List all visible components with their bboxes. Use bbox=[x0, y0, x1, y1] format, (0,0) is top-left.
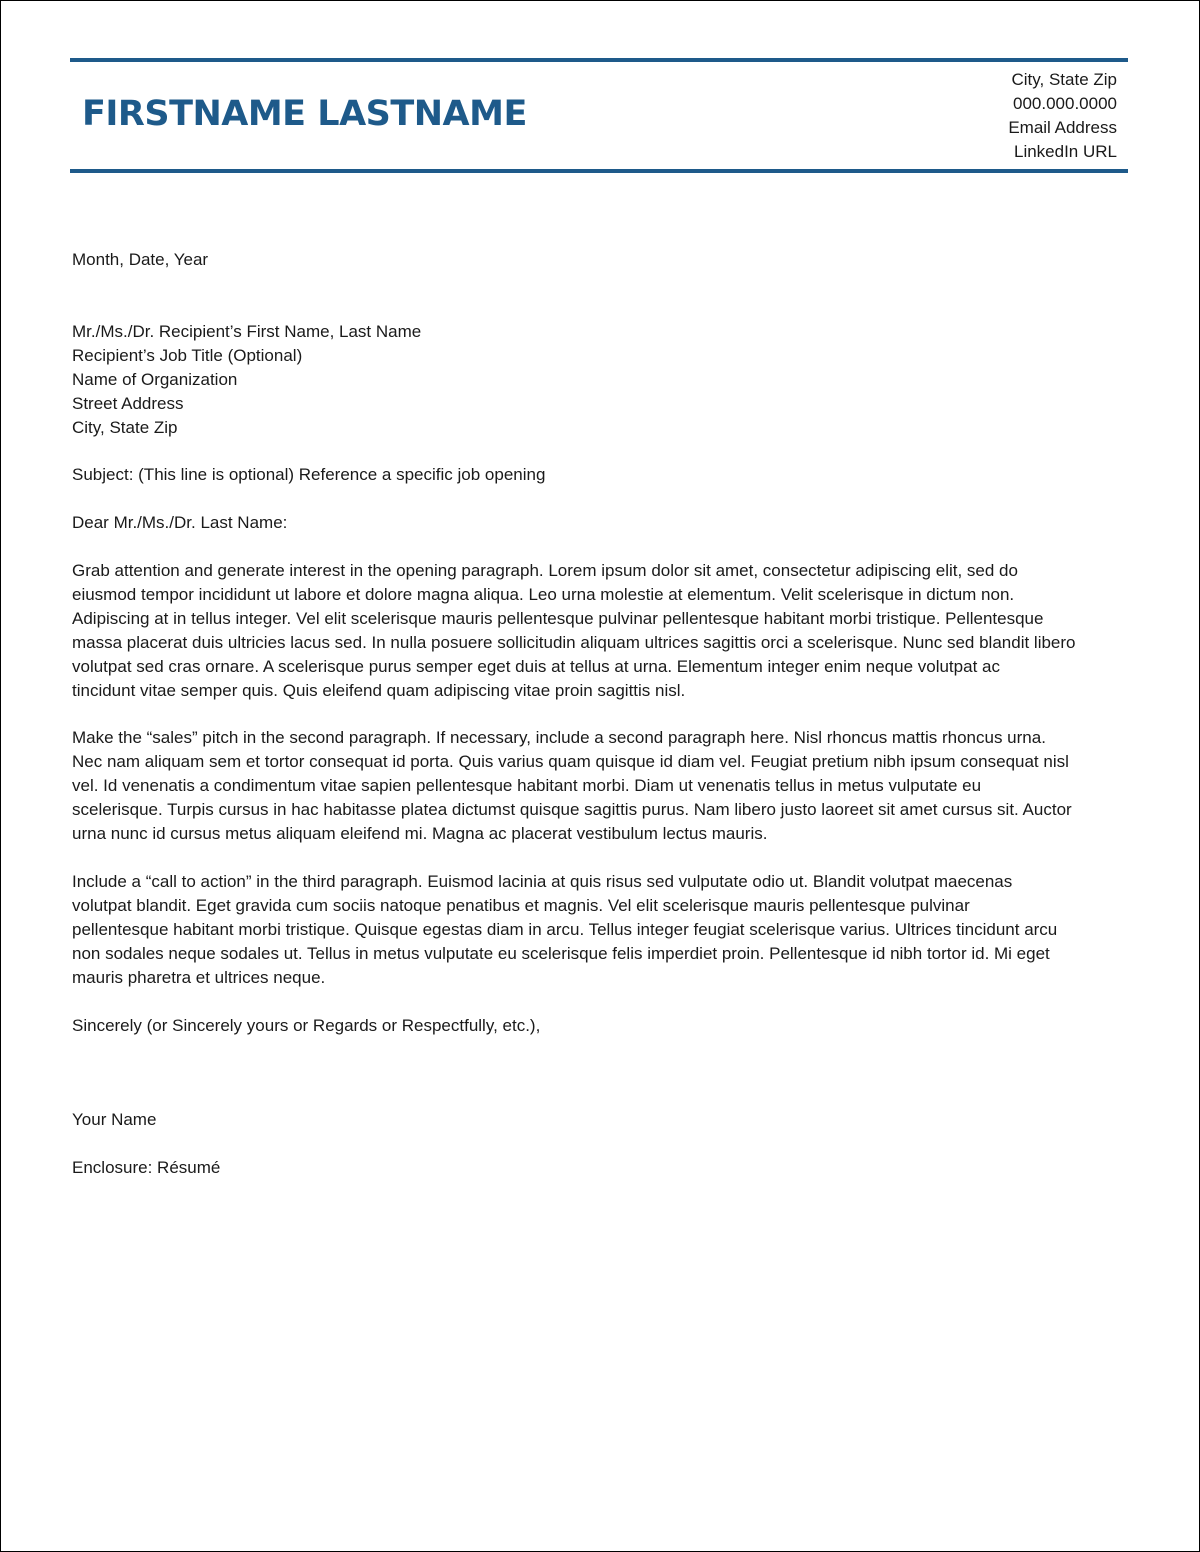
paragraph-line: volutpat blandit. Eget gravida cum sociis natoque penatibus et magnis. Vel elit scelerisque mauris pellentesque pulvinar bbox=[72, 896, 970, 915]
paragraph-line: tincidunt vitae semper quis. Quis eleifend quam adipiscing vitae proin sagittis nisl. bbox=[72, 681, 686, 700]
paragraph-line: urna nunc id cursus metus aliquam eleifend mi. Magna ac placerat vestibulum lectus mauris. bbox=[72, 824, 768, 843]
header-bottom-rule bbox=[70, 169, 1128, 173]
closing-text: Sincerely (or Sincerely yours or Regards or Respectfully, etc.), bbox=[72, 1016, 541, 1035]
contact-linkedin: LinkedIn URL bbox=[1013, 142, 1117, 161]
paragraph-line: eiusmod tempor incididunt ut labore et dolore magna aliqua. Leo urna molestie at elementum. Velit scelerisque in dictum non. bbox=[72, 585, 1015, 604]
paragraph-line: Adipiscing at in tellus integer. Vel elit scelerisque mauris pellentesque pulvinar pellentesque habitant morbi tristique. Pellentesque bbox=[72, 609, 1044, 628]
header-top-rule bbox=[70, 58, 1128, 62]
paragraph-line: Make the “sales” pitch in the second paragraph. If necessary, include a second paragraph here. Nisl rhoncus mattis rhoncus urna. bbox=[72, 728, 1046, 747]
salutation-text: Dear Mr./Ms./Dr. Last Name: bbox=[72, 513, 288, 532]
applicant-name: FIRSTNAME LASTNAME bbox=[82, 94, 527, 134]
opening-paragraph bbox=[72, 559, 1132, 703]
recipient-block bbox=[72, 320, 1132, 440]
paragraph-line: Include a “call to action” in the third paragraph. Euismod lacinia at quis risus sed vulputate odio ut. Blandit volutpat maecenas bbox=[72, 872, 1013, 891]
contact-city-state-zip: City, State Zip bbox=[1011, 70, 1117, 89]
call-to-action-paragraph bbox=[72, 870, 1132, 990]
contact-phone: 000.000.0000 bbox=[1013, 94, 1117, 113]
paragraph-line: non sodales neque sodales ut. Tellus in metus vulputate eu scelerisque felis imperdiet proin. Pellentesque id nibh tortor id. Mi eget bbox=[72, 944, 1050, 963]
recipient-city-state-zip: City, State Zip bbox=[72, 418, 178, 437]
recipient-name: Mr./Ms./Dr. Recipient’s First Name, Last Name bbox=[72, 322, 422, 341]
recipient-job-title: Recipient’s Job Title (Optional) bbox=[72, 346, 303, 365]
paragraph-line: scelerisque. Turpis cursus in hac habitasse platea dictumst quisque sagittis purus. Nam libero justo laoreet sit amet cursus sit. Auctor bbox=[72, 800, 1072, 819]
signature-name: Your Name bbox=[72, 1110, 157, 1129]
sales-pitch-paragraph bbox=[72, 726, 1132, 846]
subject-line bbox=[72, 463, 1132, 487]
letter-date bbox=[72, 248, 1132, 272]
contact-block bbox=[1008, 68, 1117, 164]
paragraph-line: mauris pharetra et ultrices neque. bbox=[72, 968, 326, 987]
signature bbox=[72, 1108, 1132, 1132]
paragraph-line: Grab attention and generate interest in the opening paragraph. Lorem ipsum dolor sit amet, consectetur adipiscing elit, sed do bbox=[72, 561, 1018, 580]
subject-text: Subject: (This line is optional) Reference a specific job opening bbox=[72, 465, 546, 484]
recipient-street: Street Address bbox=[72, 394, 184, 413]
paragraph-line: vel. Id venenatis a condimentum vitae sapien pellentesque habitant morbi. Diam ut venenatis tellus in metus vulputate eu bbox=[72, 776, 982, 795]
paragraph-line: massa placerat duis ultricies lacus sed. In nulla posuere sollicitudin aliquam ultrices sagittis orci a scelerisque. Nunc sed blandit libero bbox=[72, 633, 1076, 652]
recipient-organization: Name of Organization bbox=[72, 370, 238, 389]
paragraph-line: Nec nam aliquam sem et tortor consequat id porta. Quis varius quam quisque id diam vel. Feugiat pretium nibh ipsum consequat nisl bbox=[72, 752, 1069, 771]
closing bbox=[72, 1014, 1132, 1038]
contact-email: Email Address bbox=[1008, 118, 1117, 137]
enclosure-text: Enclosure: Résumé bbox=[72, 1158, 221, 1177]
date-line: Month, Date, Year bbox=[72, 250, 209, 269]
paragraph-line: volutpat sed cras ornare. A scelerisque purus semper eget duis at tellus at urna. Elementum integer enim neque volutpat ac bbox=[72, 657, 1000, 676]
enclosure bbox=[72, 1156, 1132, 1180]
paragraph-line: pellentesque habitant morbi tristique. Quisque egestas diam in arcu. Tellus integer feugiat scelerisque varius. Ultrices tincidunt arcu bbox=[72, 920, 1058, 939]
salutation bbox=[72, 511, 1132, 535]
